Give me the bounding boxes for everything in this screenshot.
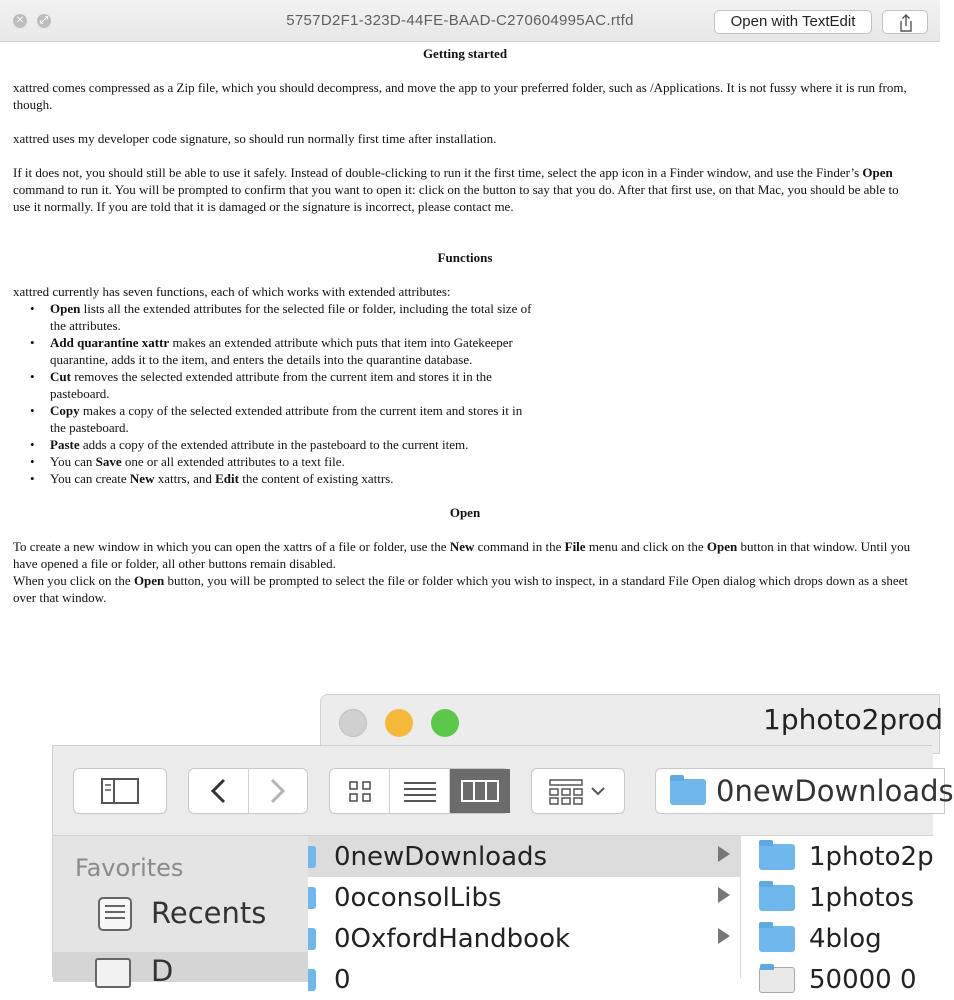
list-item: • Paste adds a copy of the extended attribute in the pasteboard to the current item. (30, 437, 469, 452)
folder-icon (308, 887, 316, 909)
folder-icon (759, 885, 795, 911)
back-window-title: 1photo2prod (763, 703, 943, 736)
folder-icon (308, 928, 316, 950)
close-icon[interactable]: ✕ (13, 14, 27, 28)
sidebar-toggle-button (73, 768, 167, 814)
list-item: • You can Save one or all extended attributes to a text file. (30, 454, 345, 469)
icon-view-icon (330, 769, 390, 813)
folder-icon (759, 926, 795, 952)
functions-intro: xattred currently has seven functions, each of which works with extended attributes: (13, 284, 451, 299)
chevron-right-icon (718, 928, 730, 944)
finder-column-2 (741, 836, 934, 995)
list-item: 0OxfordHandbook (308, 918, 740, 959)
getting-started-paragraph-3: If it does not, you should still be able to use it safely. Instead of double-clicking to run it the first time, select the app icon in a Finder window, and use the Finder’s Open command to run it. You will be prompted to confirm that you want to open it: click on the button to say that you do. After that first use, on that Mac, you should be able to use it normally. If you are told that it is damaged or the signature is incorrect, please contact me. (13, 165, 899, 214)
minimize-light-icon (385, 709, 413, 737)
view-mode-buttons (329, 768, 509, 814)
group-button (531, 768, 625, 814)
open-paragraph-1: To create a new window in which you can open the xattrs of a file or folder, use the New command in the File menu and click on the Open button in that window. Until you have opened a file or folder, all other buttons remain disabled. (13, 539, 911, 571)
finder-sidebar (53, 836, 308, 988)
window-title: 5757D2F1-323D-44FE-BAAD-C270604995AC.rtfd (286, 12, 634, 29)
list-item: • You can create New xattrs, and Edit the content of existing xattrs. (30, 471, 394, 486)
chevron-right-icon (718, 846, 730, 862)
list-item: 0 (308, 959, 740, 1000)
finder-window (52, 745, 954, 995)
getting-started-heading: Getting started (422, 46, 508, 61)
nav-buttons (188, 768, 308, 814)
list-item: 1photo2p (741, 836, 933, 877)
list-item: 50000 0 (741, 959, 933, 1000)
share-icon (883, 11, 929, 35)
fullscreen-icon[interactable]: ⤢ (37, 14, 51, 28)
list-item: 1photos (741, 877, 933, 918)
folder-icon (759, 844, 795, 870)
list-item: • Copy makes a copy of the selected extended attribute from the current item and stores it in the pasteboard. (30, 403, 523, 435)
sidebar-item-recents: Recents (151, 896, 267, 930)
list-item: 0newDownloads (308, 836, 740, 877)
open-with-textedit-button[interactable]: Open with TextEdit (714, 10, 872, 34)
open-heading: Open (449, 505, 481, 520)
favorites-heading: Favorites (75, 854, 184, 882)
document-body (13, 45, 917, 606)
forward-icon (249, 769, 307, 813)
list-item: • Open lists all the extended attributes for the selected file or folder, including the total size of the attributes. (30, 301, 532, 333)
getting-started-paragraph-2: xattred uses my developer code signature, so should run normally first time after installation. (13, 131, 497, 146)
list-item: 0oconsolLibs (308, 877, 740, 918)
functions-list (13, 300, 533, 487)
back-icon (189, 769, 249, 813)
title-bar (0, 0, 940, 42)
list-view-icon (390, 769, 450, 813)
folder-icon (670, 779, 706, 805)
file-icon (759, 967, 795, 993)
chevron-right-icon (718, 887, 730, 903)
sidebar-item-selected (53, 952, 308, 988)
path-label: 0newDownloads (716, 774, 954, 808)
documents-icon (95, 958, 131, 988)
sidebar-item-label: D (151, 954, 174, 988)
finder-column-1 (308, 836, 741, 995)
folder-icon (308, 969, 316, 991)
finder-toolbar (53, 746, 954, 836)
path-popup (655, 768, 954, 814)
close-light-icon (339, 709, 367, 737)
zoom-light-icon (431, 709, 459, 737)
column-view-icon (450, 769, 510, 813)
recents-icon (95, 894, 135, 934)
list-item: • Add quarantine xattr makes an extended attribute which puts that item into Gatekeeper quarantine, adds it to the item, and enters the details into the quarantine database. (30, 335, 513, 367)
functions-heading: Functions (437, 250, 493, 265)
sidebar-toggle-icon (74, 769, 168, 813)
folder-icon (308, 846, 316, 868)
list-item: • Cut removes the selected extended attribute from the current item and stores it in the pasteboard. (30, 369, 492, 401)
open-paragraph-2: When you click on the Open button, you will be prompted to select the file or folder which you wish to inspect, in a standard File Open dialog which drops down as a sheet over that window. (13, 573, 909, 605)
share-button[interactable] (882, 10, 928, 34)
group-icon (532, 769, 626, 813)
list-item: 4blog (741, 918, 933, 959)
getting-started-paragraph-1: xattred comes compressed as a Zip file, which you should decompress, and move the app to your preferred folder, such as /Applications. It is not fussy where it is run from, though. (13, 80, 907, 112)
